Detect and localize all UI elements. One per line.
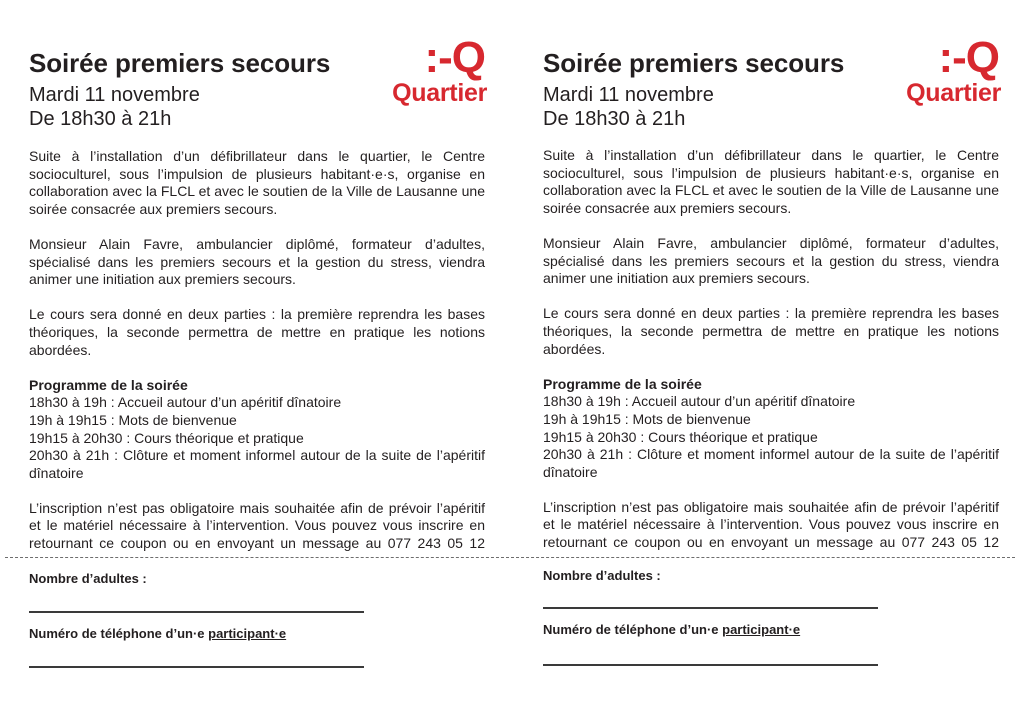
logo-text: Quartier xyxy=(906,79,1001,107)
event-date: Mardi 11 novembre xyxy=(543,84,714,106)
phone-label-underlined: participant·e xyxy=(208,626,287,641)
programme-item: 20h30 à 21h : Clôture et moment informel autour de la suite de l’apéritif dînatoire xyxy=(29,447,485,481)
inscription-paragraph: L’inscription n’est pas obligatoire mais souhaitée afin de prévoir l’apéritif et le matériel nécessaire à l’intervention. Vous pouvez vous inscrire en retournant ce coupon ou en envoyant un message au 077 243 05 12 xyxy=(29,499,485,552)
event-time: De 18h30 à 21h xyxy=(29,108,172,130)
programme-section xyxy=(29,377,485,483)
intro-paragraph: Suite à l’installation d’un défibrillateur dans le quartier, le Centre socioculturel, sous l’impulsion de plusieurs habitant·e·s, organise en collaboration avec la FLCL et avec le soutien de la Ville de Lausanne une soirée consacrée aux premiers secours. xyxy=(29,148,485,217)
flyer-body xyxy=(29,148,485,570)
adults-label: Nombre d’adultes : xyxy=(543,568,661,583)
programme-item: 19h15 à 20h30 : Cours théorique et pratique xyxy=(29,429,304,446)
trainer-paragraph: Monsieur Alain Favre, ambulancier diplômé, formateur d’adultes, spécialisé dans les premiers secours et la gestion du stress, viendra animer une initiation aux premiers secours. xyxy=(543,234,999,287)
logo-text: Quartier xyxy=(392,79,487,107)
programme-item: 20h30 à 21h : Clôture et moment informel autour de la suite de l’apéritif dînatoire xyxy=(543,446,999,480)
programme-item: 19h à 19h15 : Mots de bienvenue xyxy=(29,411,237,428)
flyer-title: Soirée premiers secours xyxy=(29,48,331,78)
programme-title: Programme de la soirée xyxy=(543,375,702,392)
flyer-body xyxy=(543,147,999,569)
programme-item: 18h30 à 19h : Accueil autour d’un apéritif dînatoire xyxy=(543,393,856,410)
event-time: De 18h30 à 21h xyxy=(543,108,686,130)
course-paragraph: Le cours sera donné en deux parties : la première reprendra les bases théoriques, la seconde permettra de mettre en pratique les notions abordées. xyxy=(29,306,485,358)
phone-label-underlined: participant·e xyxy=(722,622,801,637)
programme-section xyxy=(543,376,999,482)
quartier-logo xyxy=(377,33,487,108)
programme-item: 19h15 à 20h30 : Cours théorique et pratique xyxy=(543,428,818,445)
adults-field[interactable] xyxy=(29,611,364,613)
logo-mark: :-Q xyxy=(938,33,999,82)
phone-label-prefix: Numéro de téléphone d’un·e xyxy=(29,626,209,641)
programme-item: 18h30 à 19h : Accueil autour d’un apéritif dînatoire xyxy=(29,394,342,411)
phone-field[interactable] xyxy=(543,664,878,666)
adults-field[interactable] xyxy=(543,607,878,609)
event-date: Mardi 11 novembre xyxy=(29,84,200,106)
phone-label xyxy=(543,622,800,637)
quartier-logo xyxy=(891,33,1001,108)
phone-label xyxy=(29,626,286,641)
logo-mark: :-Q xyxy=(424,33,485,82)
phone-label-prefix: Numéro de téléphone d’un·e xyxy=(543,622,723,637)
inscription-paragraph: L’inscription n’est pas obligatoire mais souhaitée afin de prévoir l’apéritif et le matériel nécessaire à l’intervention. Vous pouvez vous inscrire en retournant ce coupon ou en envoyant un message au 077 243 05 12 xyxy=(543,498,999,551)
trainer-paragraph: Monsieur Alain Favre, ambulancier diplômé, formateur d’adultes, spécialisé dans les premiers secours et la gestion du stress, viendra animer une initiation aux premiers secours. xyxy=(29,235,485,288)
cut-line-divider xyxy=(5,557,1015,558)
programme-title: Programme de la soirée xyxy=(29,376,188,393)
intro-paragraph: Suite à l’installation d’un défibrillateur dans le quartier, le Centre socioculturel, sous l’impulsion de plusieurs habitant·e·s, organise en collaboration avec la FLCL et avec le soutien de la Ville de Lausanne une soirée consacrée aux premiers secours. xyxy=(543,147,999,216)
programme-item: 19h à 19h15 : Mots de bienvenue xyxy=(543,410,751,427)
flyer-title: Soirée premiers secours xyxy=(543,48,845,78)
adults-label: Nombre d’adultes : xyxy=(29,571,147,586)
phone-field[interactable] xyxy=(29,666,364,668)
course-paragraph: Le cours sera donné en deux parties : la première reprendra les bases théoriques, la seconde permettra de mettre en pratique les notions abordées. xyxy=(543,305,999,357)
